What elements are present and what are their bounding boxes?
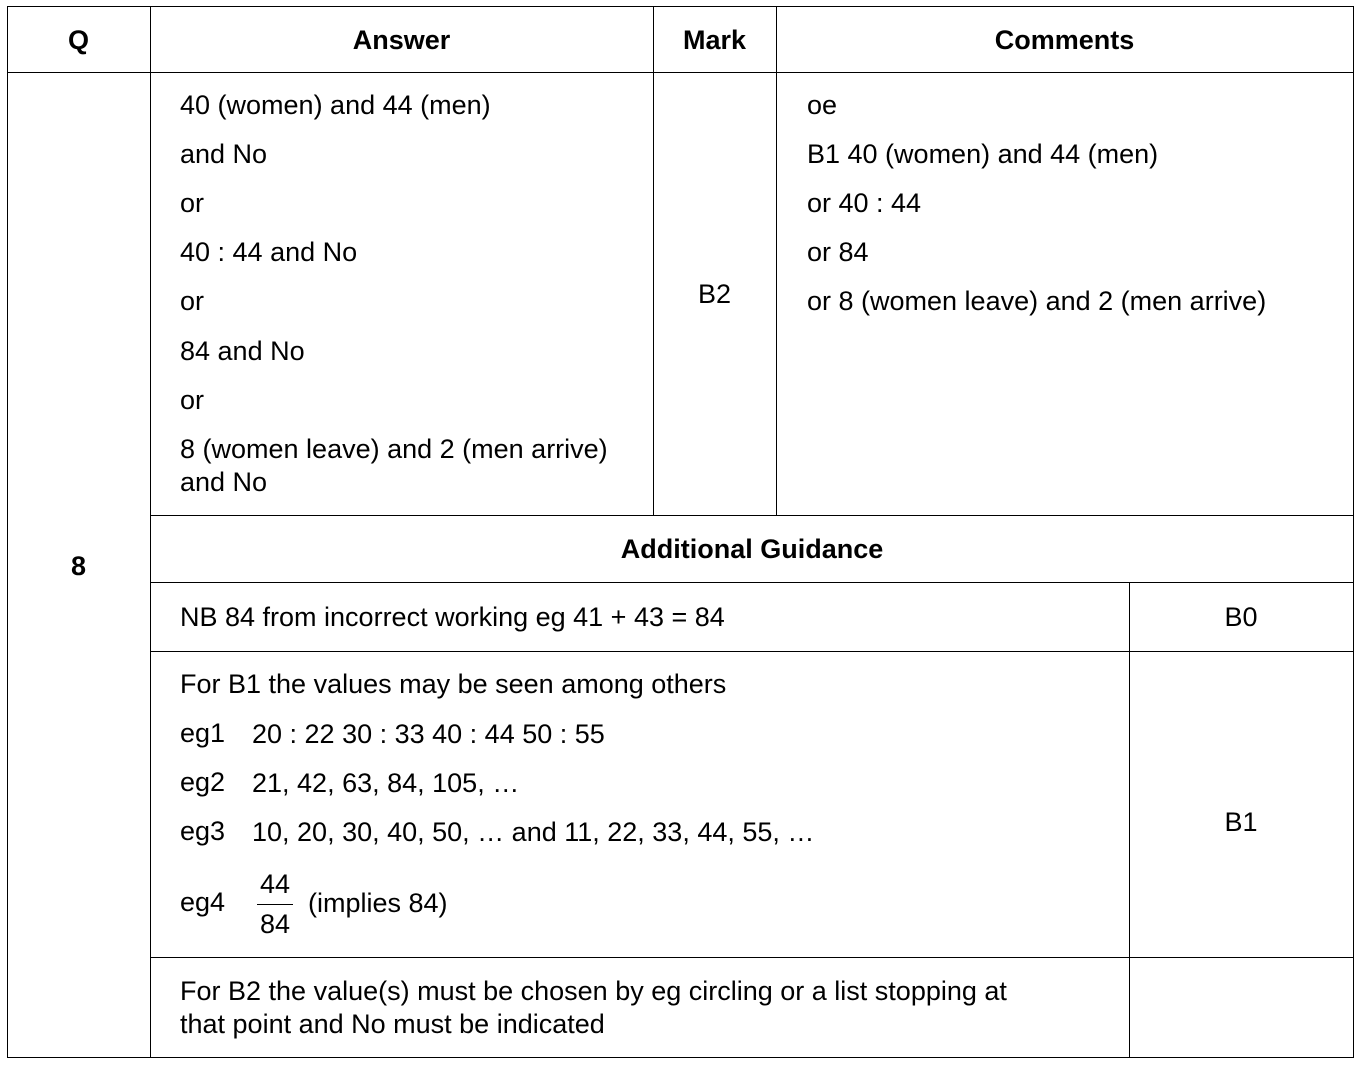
comment-line: oe <box>807 90 838 120</box>
guidance-title-divider <box>150 582 1354 583</box>
comment-line: or 40 : 44 <box>807 188 922 218</box>
header-q: Q <box>67 25 89 55</box>
answer-line: 8 (women leave) and 2 (men arrive) <box>180 434 608 464</box>
answer-row-divider <box>150 515 1354 516</box>
answer-line: 84 and No <box>180 336 305 366</box>
answer-column-divider <box>653 6 654 516</box>
header-answer: Answer <box>352 25 451 55</box>
guidance-row2-divider <box>150 957 1354 958</box>
guidance-row-1-text: NB 84 from incorrect working eg 41 + 43 = 84 <box>180 602 725 632</box>
eg4-fraction-bar <box>257 904 293 905</box>
table-border-right <box>1353 6 1354 1058</box>
eg4-note: (implies 84) <box>308 888 448 918</box>
eg4-fraction-numerator: 44 <box>259 869 291 899</box>
eg2-label: eg2 <box>180 767 226 797</box>
mark-value: B2 <box>697 279 732 309</box>
additional-guidance-title: Additional Guidance <box>620 534 884 564</box>
header-comments: Comments <box>994 25 1135 55</box>
comment-line: or 8 (women leave) and 2 (men arrive) <box>807 286 1267 316</box>
guidance-row-2-mark: B1 <box>1224 807 1258 837</box>
guidance-row-3-line-2: that point and No must be indicated <box>180 1009 605 1039</box>
header-divider <box>7 72 1354 73</box>
answer-line: and No <box>180 467 268 497</box>
answer-line: 40 (women) and 44 (men) <box>180 90 491 120</box>
eg1-values: 20 : 22 30 : 33 40 : 44 50 : 55 <box>252 719 605 749</box>
guidance-row-3-line-1: For B2 the value(s) must be chosen by eg circling or a list stopping at <box>180 976 1007 1006</box>
comment-line: B1 40 (women) and 44 (men) <box>807 139 1159 169</box>
eg4-label: eg4 <box>180 887 226 917</box>
eg3-label: eg3 <box>180 816 226 846</box>
table-border-bottom <box>7 1057 1354 1058</box>
eg4-fraction-denominator: 84 <box>259 909 291 939</box>
header-mark: Mark <box>682 25 747 55</box>
answer-line: 40 : 44 and No <box>180 237 358 267</box>
guidance-row-1-mark: B0 <box>1224 602 1258 632</box>
answer-line: or <box>180 385 205 415</box>
eg3-values: 10, 20, 30, 40, 50, … and 11, 22, 33, 44, 55, … <box>252 817 815 847</box>
eg2-values: 21, 42, 63, 84, 105, … <box>252 768 520 798</box>
question-number: 8 <box>70 551 87 581</box>
guidance-row-2-intro: For B1 the values may be seen among others <box>180 669 727 699</box>
eg1-label: eg1 <box>180 718 226 748</box>
table-border-left <box>7 6 8 1058</box>
answer-line: or <box>180 188 205 218</box>
comment-line: or 84 <box>807 237 869 267</box>
answer-line: and No <box>180 139 268 169</box>
q-column-divider <box>150 6 151 1058</box>
answer-line: or <box>180 286 205 316</box>
guidance-row1-divider <box>150 651 1354 652</box>
table-border-top <box>7 6 1354 7</box>
mark-column-divider <box>776 6 777 516</box>
